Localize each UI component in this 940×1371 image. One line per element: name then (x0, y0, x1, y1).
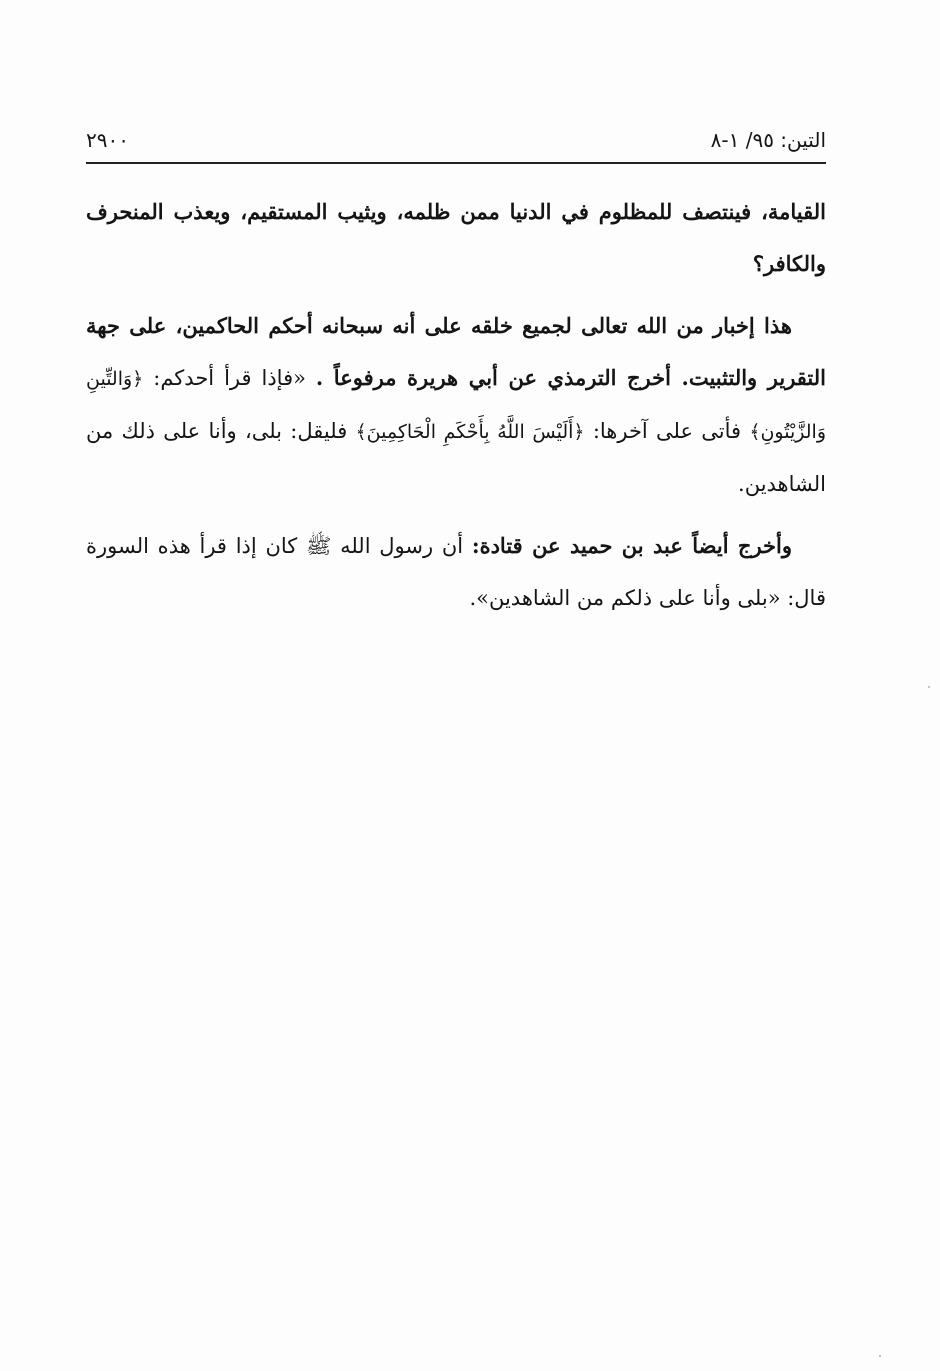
scan-speck (879, 1355, 881, 1357)
scan-speck (928, 686, 930, 688)
page-number: ٢٩٠٠ (86, 128, 129, 152)
quran-verse-2: ﴿أَلَيْسَ اللَّهُ بِأَحْكَمِ الْحَاكِمِينَ﴾ (355, 421, 585, 443)
paragraph-2-hadith-ending: فليقل: بلى، وأنا على ذلك من الشاهدين. (86, 419, 826, 496)
paragraph-2-bold-text: هذا إخبار من الله تعالى لجميع خلقه على أنه سبحانه أحكم الحاكمين، على جهة التقرير والتثبيت. أخرج الترمذي عن أبي هريرة مرفوعاً . (86, 313, 826, 390)
header-surah-reference: التين: ٩٥/ ١-٨ (710, 128, 826, 152)
running-header (86, 126, 826, 162)
paragraph-1 (86, 186, 826, 290)
paragraph-3 (86, 520, 826, 624)
paragraph-2 (86, 300, 826, 510)
quran-verse-1: ﴿وَالتِّينِ وَالزَّيْتُونِ﴾ (86, 368, 826, 443)
header-divider (86, 162, 826, 164)
paragraph-2-hadith-text: «فإذا قرأ أحدكم: (143, 366, 316, 390)
paragraph-1-text: القيامة، فينتصف للمظلوم في الدنيا ممن ظلمه، ويثيب المستقيم، ويعذب المنحرف والكافر؟ (86, 199, 826, 276)
paragraph-3-regular-text: أن رسول الله ﷺ كان إذا قرأ هذه السورة قال: «بلى وأنا على ذلكم من الشاهدين». (86, 534, 826, 610)
page-body (86, 186, 826, 634)
paragraph-3-bold-text: وأخرج أيضاً عبد بن حميد عن قتادة: (471, 533, 792, 558)
paragraph-2-hadith-continuation: فأتى على آخرها: (584, 419, 750, 443)
